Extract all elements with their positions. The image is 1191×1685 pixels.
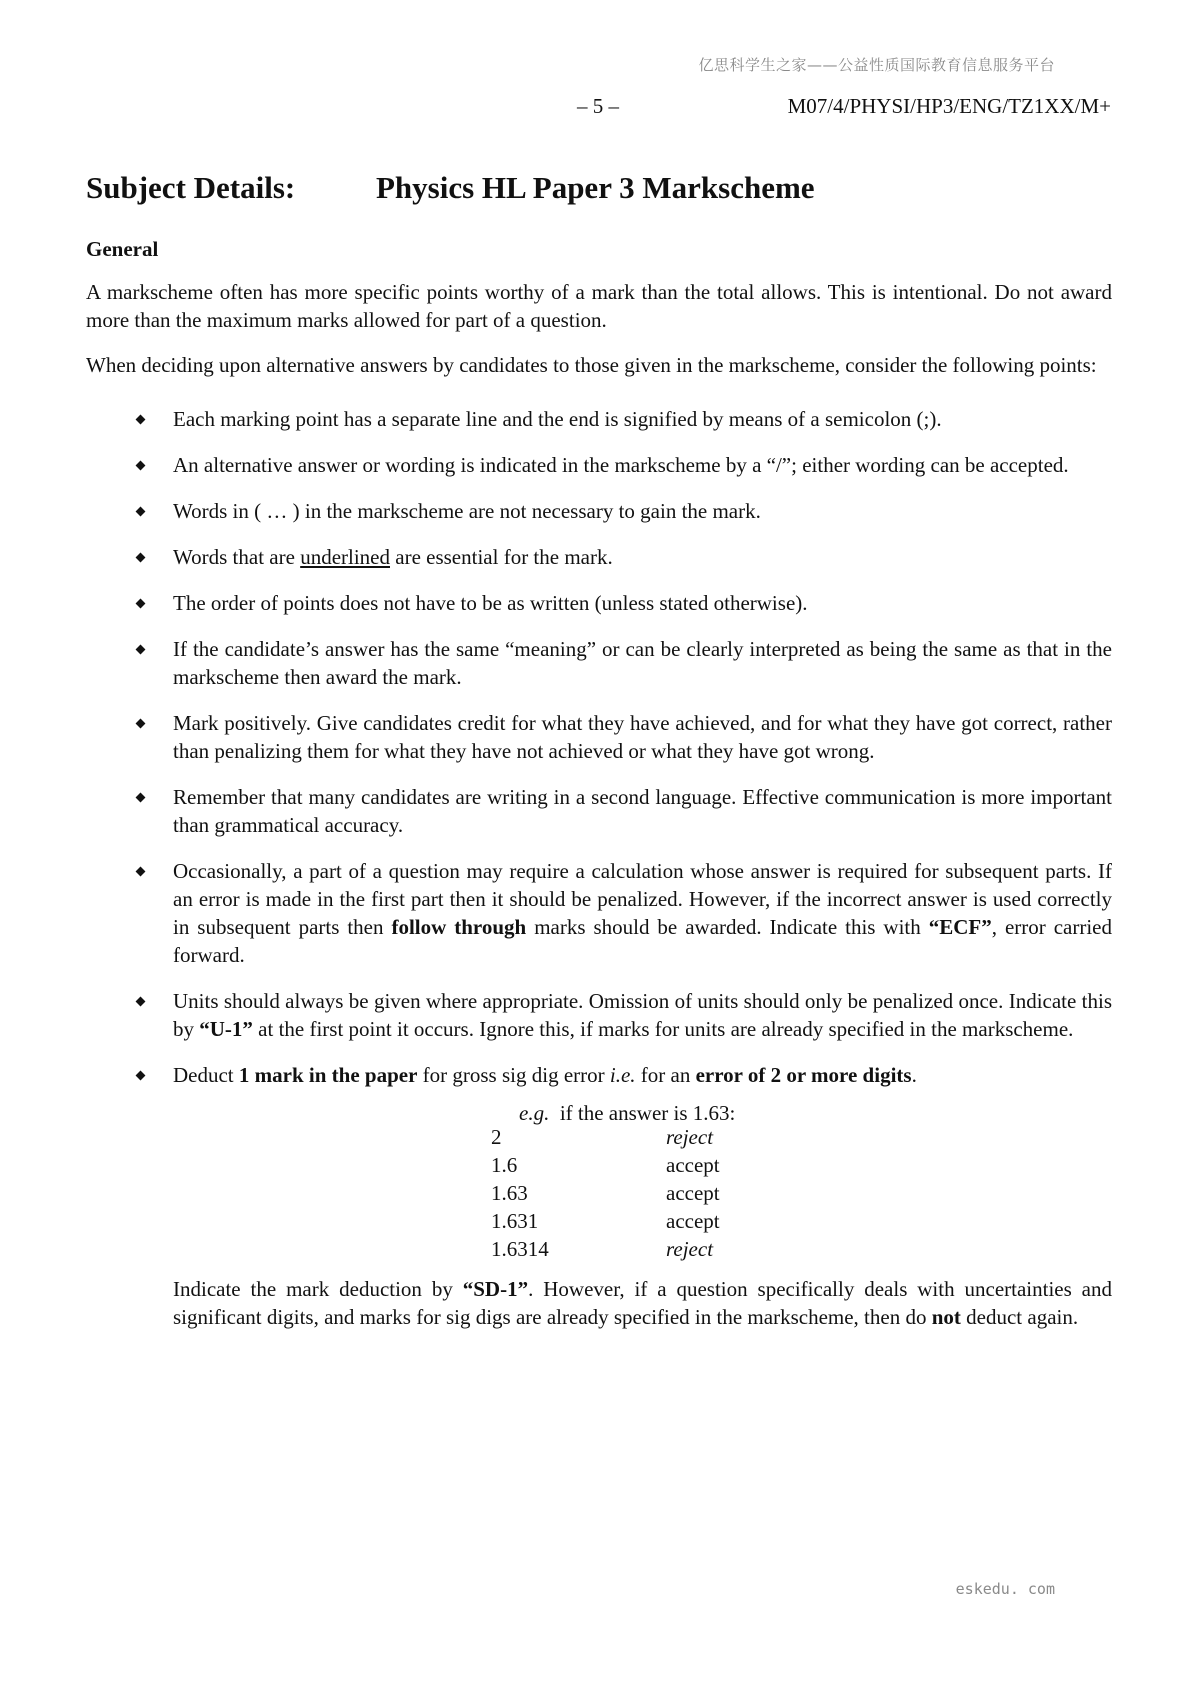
list-item: Remember that many candidates are writing in a second language. Effective communication is more important than grammatical accuracy. — [86, 783, 1112, 839]
header-watermark: 亿思科学生之家——公益性质国际教育信息服务平台 — [698, 56, 1055, 74]
list-item: The order of points does not have to be as written (unless stated otherwise). — [86, 589, 1112, 617]
bullet-diamond-icon — [136, 793, 146, 803]
example-value: 1.631 — [491, 1209, 539, 1233]
bullet-diamond-icon — [136, 415, 146, 425]
page-number: – 5 – — [577, 94, 619, 118]
subject-title: Physics HL Paper 3 Markscheme — [376, 170, 815, 205]
list-item: If the candidate’s answer has the same “meaning” or can be clearly interpreted as being the same as that in the markscheme then award the mark. — [86, 635, 1112, 691]
general-paragraph-1: A markscheme often has more specific points worthy of a mark than the total allows. This is intentional. Do not award more than the maximum marks allowed for part of a question. — [86, 280, 1112, 332]
example-verdict: accept — [666, 1209, 720, 1233]
general-paragraph-2: When deciding upon alternative answers by candidates to those given in the markscheme, consider the following points: — [86, 353, 1097, 377]
bullet-diamond-icon — [136, 997, 146, 1007]
bullet-diamond-icon — [136, 719, 146, 729]
table-row — [491, 1123, 720, 1151]
example-value: 1.6 — [491, 1153, 518, 1177]
marking-points-list — [86, 405, 1112, 1089]
list-item: Each marking point has a separate line and the end is signified by means of a semicolon (;). — [86, 405, 1112, 433]
table-row — [491, 1235, 720, 1263]
list-item: Deduct 1 mark in the paper for gross sig dig error i.e. for an error of 2 or more digits. — [86, 1061, 1112, 1089]
bullet-diamond-icon — [136, 599, 146, 609]
example-value: 1.6314 — [491, 1237, 549, 1261]
sig-dig-example-table — [491, 1123, 720, 1263]
example-value: 1.63 — [491, 1181, 528, 1205]
list-item: An alternative answer or wording is indicated in the markscheme by a “/”; either wording can be accepted. — [86, 451, 1112, 479]
bullet-diamond-icon — [136, 1071, 146, 1081]
bullet-diamond-icon — [136, 553, 146, 563]
example-verdict: accept — [666, 1153, 720, 1177]
table-row — [491, 1179, 720, 1207]
sig-dig-example-intro: e.g. if the answer is 1.63: — [519, 1101, 736, 1125]
bullet-diamond-icon — [136, 867, 146, 877]
list-item: Occasionally, a part of a question may require a calculation whose answer is required for subsequent parts. If an error is made in the first part then it should be penalized. However, if the incorrect answer is used correctly in subsequent parts then follow through marks should be awarded. Indicate this with “ECF”, error carried forward. — [86, 857, 1112, 969]
sd-deduction-paragraph: Indicate the mark deduction by “SD-1”. However, if a question specifically deals with uncertainties and significant digits, and marks for sig digs are already specified in the markscheme, then do not deduct again. — [173, 1277, 1113, 1329]
bullet-diamond-icon — [136, 507, 146, 517]
example-verdict: reject — [666, 1237, 714, 1261]
underlined-word: underlined — [300, 545, 390, 569]
footer-watermark: eskedu. com — [955, 1580, 1055, 1598]
bullet-diamond-icon — [136, 645, 146, 655]
list-item: Units should always be given where appropriate. Omission of units should only be penalized once. Indicate this by “U-1” at the first point it occurs. Ignore this, if marks for units are already specified in the markscheme. — [86, 987, 1112, 1043]
list-item: Mark positively. Give candidates credit for what they have achieved, and for what they have got correct, rather than penalizing them for what they have not achieved or what they have got wrong. — [86, 709, 1112, 765]
general-heading: General — [86, 237, 159, 261]
list-item: Words that are underlined are essential for the mark. — [86, 543, 1112, 571]
table-row — [491, 1207, 720, 1235]
page-title — [86, 170, 1111, 206]
example-verdict: accept — [666, 1181, 720, 1205]
example-value: 2 — [491, 1125, 502, 1149]
table-row — [491, 1151, 720, 1179]
markscheme-body — [86, 235, 1112, 1352]
list-item: Words in ( … ) in the markscheme are not necessary to gain the mark. — [86, 497, 1112, 525]
subject-label: Subject Details: — [86, 170, 296, 205]
bullet-diamond-icon — [136, 461, 146, 471]
example-verdict: reject — [666, 1125, 714, 1149]
paper-code: M07/4/PHYSI/HP3/ENG/TZ1XX/M+ — [787, 94, 1111, 118]
